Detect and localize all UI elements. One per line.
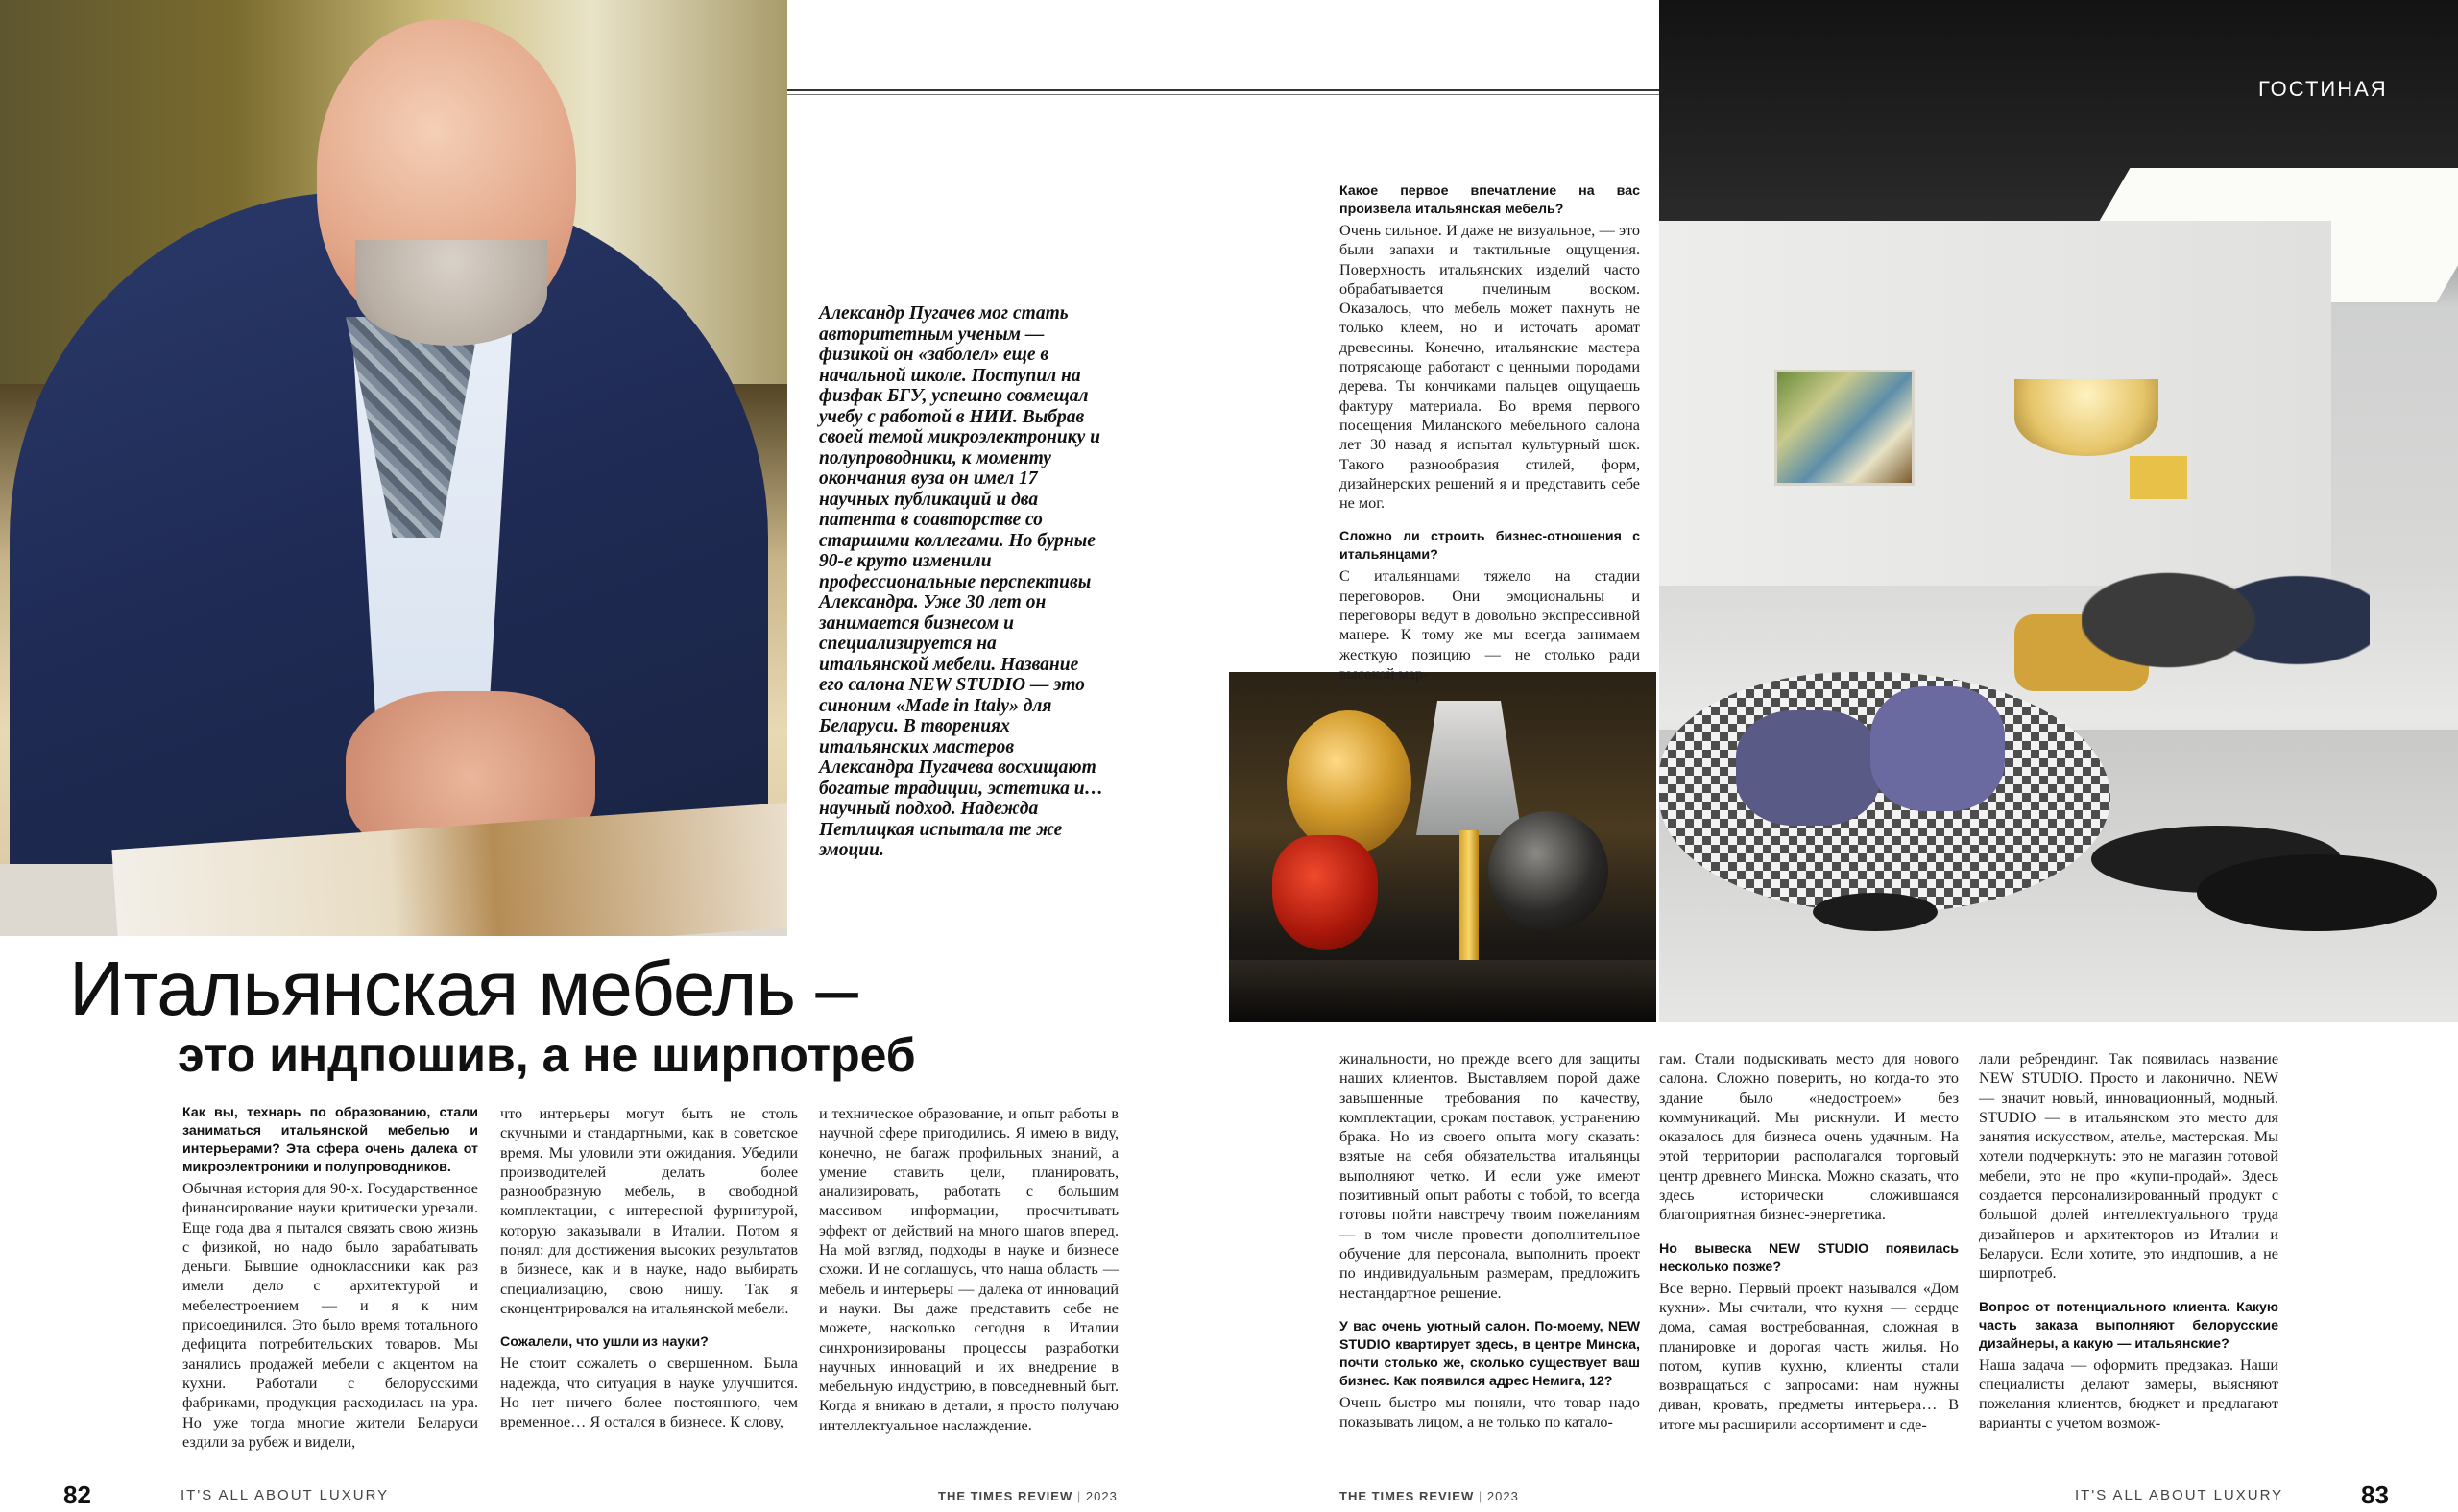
column-4-top — [1339, 182, 1640, 684]
top-rule — [787, 89, 1659, 91]
headline-line2: это индпошив, а не ширпотреб — [178, 1028, 916, 1082]
question: Но вывеска NEW STUDIO появилась несколько позже? — [1659, 1240, 1959, 1275]
top-rule-thin — [787, 94, 1659, 95]
footer-tagline-right: IT'S ALL ABOUT LUXURY — [2075, 1487, 2284, 1503]
answer: Очень быстро мы поняли, что товар надо показывать лицом, а не только по катало- — [1339, 1393, 1640, 1431]
column-1 — [182, 1104, 478, 1452]
publication-year: 2023 — [1486, 1489, 1519, 1503]
headline-line1: Итальянская мебель – — [69, 946, 857, 1031]
paragraph: гам. Стали подыскивать место для нового салона. Сложно поверить, но когда-то это здание было «недостроем» без коммуникаций. Мы рискнули. И место оказалось для бизнеса очень удачным. На этой территории располагался торговый центр древнего Минска. Можно сказать, что здесь исторически сложившаяся благоприятная бизнес-энергетика. — [1659, 1050, 1959, 1224]
answer: Очень сильное. И даже не визуальное, — это были запахи и тактильные ощущения. Поверхность итальянских изделий часто обрабатывается пчелиным воском. Оказалось, что мебель может пахнуть не только клеем, но и источать аромат древесины. Конечно, итальянские мастера потрясающе работают с ценными породами дерева. Ты кончиками пальцев ощущаешь фактуру материала. Во время первого посещения Миланского мебельного салона лет 30 назад я испытал культурный шок. Такого разнообразия стилей, форм, дизайнерских решений я и представить себе не мог. — [1339, 222, 1640, 513]
answer: Все верно. Первый проект назывался «Дом кухни». Мы считали, что кухня — сердце дома, самая востребованная, сложная в планировке и дорогая часть жилья. Но потом, купив кухню, клиенты стали возвращаться с запросами: нам нужны диван, кровать, предметы интерьера… В итоге мы расширили ассортимент и сде- — [1659, 1279, 1959, 1433]
lead-caption: Александр Пугачев мог стать авторитетным ученым — физикой он «заболел» еще в начальной школе. Поступил на физфак БГУ, успешно совмещал учебу с работой в НИИ. Выбрав своей темой микроэлектронику и полупроводники, к моменту окончания вуза он имел 17 научных публикаций и два патента в соавторстве со старшими коллегами. Но бурные 90-е круто изменили профессиональные перспективы Александра. Уже 30 лет он занимается бизнесом и специализируется на итальянской мебели. Название его салона NEW STUDIO — это синоним «Made in Italy» для Беларуси. В творениях итальянских мастеров Александра Пугачева восхищают богатые традиции, эстетика и… научный подход. Надежда Петлицкая испытала те же эмоции. — [819, 303, 1104, 860]
showroom-interior-photo — [1659, 0, 2458, 1022]
footer-publication-left: THE TIMES REVIEW | 2023 — [938, 1489, 1118, 1503]
answer: Наша задача — оформить предзаказ. Наши специалисты делают замеры, выясняют пожелания клиентов, бюджет и предлагают варианты с учетом возмож- — [1979, 1356, 2278, 1432]
paragraph: жинальности, но прежде всего для защиты наших клиентов. Выставляем порой даже завышенные требования по качеству, комплектации, срокам поставок, устранению брака. Но из своего опыта могу сказать: взятые на себя обязательства итальянцы выполняют четко. И если уже имеют позитивный опыт работы с тобой, то всегда готовы пойти навстречу твоим пожеланиям — в том числе провести дополнительное обучение для персонала, выполнить проект по индивидуальным размерам, предложить нестандартное решение. — [1339, 1050, 1640, 1302]
question: Как вы, технарь по образованию, стали заниматься итальянской мебелью и интерьерами? Эта сфера очень далека от микроэлектроники и полупроводников. — [182, 1105, 478, 1175]
question: Сложно ли строить бизнес-отношения с итальянцами? — [1339, 529, 1640, 564]
portrait-photo — [0, 0, 787, 936]
paragraph: и техническое образование, и опыт работы в научной сфере пригодились. Я имею в виду, конечно, не багаж профильных знаний, а умение ставить цели, планировать, анализировать, работать с большим массивом информации, просчитывать эффект от действий на много шагов вперед. На мой взгляд, подходы в науке и бизнесе схожи. И не соглашусь, что наша область — мебель и интерьеры — далека от инноваций и науки. Вы даже представить себе не можете, насколько сегодня в Италии синхронизированы процессы разработки научных инноваций и их внедрение в мебельную индустрию, в повседневный быт. Когда я вникаю в детали, я просто получаю интеллектуальное наслаждение. — [819, 1105, 1119, 1434]
paragraph: что интерьеры могут быть не столь скучными и стандартными, как в советское время. Мы уловили эти ожидания. Убедили производителей делать более разнообразную мебель, в свободной комплектации, с интересной фурнитурой, которую заказывали в Италии. Потом я понял: для достижения высоких результатов в бизнесе, как и в науке, надо выбирать специализацию, свою нишу. Так я сконцентрировался на итальянской мебели. — [500, 1105, 798, 1317]
page-number-right: 83 — [2361, 1480, 2389, 1509]
paragraph: лали ребрендинг. Так появилась название NEW STUDIO. Просто и лаконично. NEW — значит новый, инновационный, модный. STUDIO — в итальянском это место для занятия искусством, ателье, мастерская. Мы хотели подчеркнуть: это не магазин готовой мебели, это не про «купи-продай». Здесь создается персонализированный продукт с большой долей интеллектуального труда дизайнеров и архитекторов из Италии и Беларуси. Если хотите, это индпошив, а не ширпотреб. — [1979, 1050, 2278, 1283]
publication-name: THE TIMES REVIEW — [938, 1489, 1073, 1503]
section-label: ГОСТИНАЯ — [2258, 77, 2388, 101]
still-life-photo — [1229, 672, 1656, 1022]
column-3 — [819, 1104, 1119, 1435]
column-4-bottom — [1339, 1049, 1640, 1431]
column-5 — [1659, 1049, 1959, 1434]
answer: С итальянцами тяжело на стадии переговоров. Они эмоциональны и переговоры ведут в довольно экспрессивной манере. К тому же мы всегда занимаем жесткую позицию — не столько ради высокой мар- — [1339, 567, 1640, 683]
answer: Не стоит сожалеть о свершенном. Была надежда, что ситуация в науке улучшится. Но нет ничего более постоянного, чем временное… Я остался в бизнесе. К слову, — [500, 1355, 798, 1431]
answer: Обычная история для 90-х. Государственное финансирование науки критически урезали. Еще года два я пытался связать свою жизнь с физикой, но надо было зарабатывать деньги. Бывшие одноклассники как раз имели дело с архитектурой и мебелестроением — и я к ним присоединился. Это было время тотального дефицита потребительских товаров. Мы занялись продажей мебели с акцентом на кухни. Работали с белорусскими фабриками, продукция расходилась на ура. Но уже тогда многие жители Беларуси ездили за рубеж и видели, — [182, 1180, 478, 1451]
question: Какое первое впечатление на вас произвела итальянская мебель? — [1339, 183, 1640, 217]
question: Сожалели, что ушли из науки? — [500, 1334, 709, 1351]
column-6 — [1979, 1049, 2278, 1433]
page-number-left: 82 — [63, 1480, 91, 1509]
publication-year: 2023 — [1085, 1489, 1118, 1503]
question: У вас очень уютный салон. По-моему, NEW STUDIO квартирует здесь, в центре Минска, почти столько же, сколько существует ваш бизнес. Как появился адрес Немига, 12? — [1339, 1318, 1640, 1389]
footer-publication-right: THE TIMES REVIEW | 2023 — [1339, 1489, 1519, 1503]
footer-tagline-left: IT'S ALL ABOUT LUXURY — [181, 1487, 390, 1503]
column-2 — [500, 1104, 798, 1431]
publication-name: THE TIMES REVIEW — [1339, 1489, 1475, 1503]
question: Вопрос от потенциального клиента. Какую часть заказа выполняют белорусские дизайнеры, а какую — итальянские? — [1979, 1299, 2278, 1352]
